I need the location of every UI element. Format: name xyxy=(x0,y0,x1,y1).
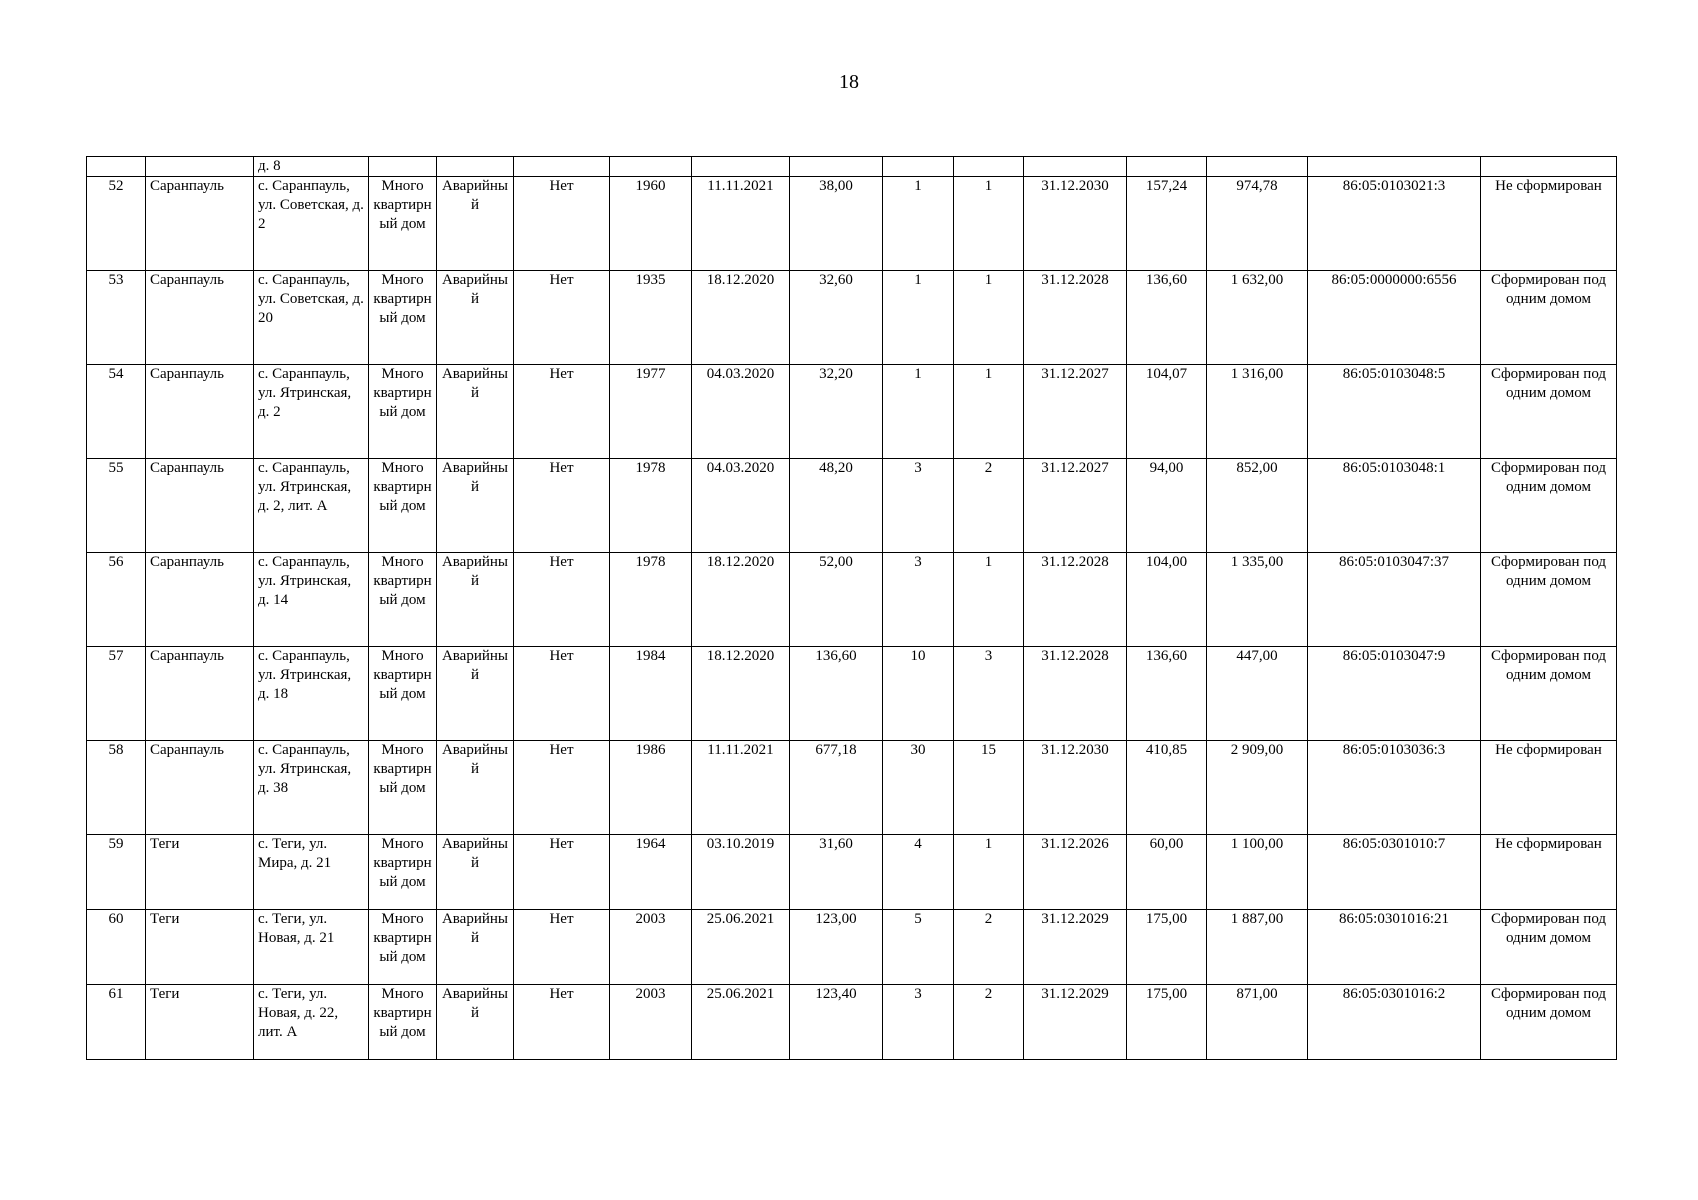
year-cell: 2003 xyxy=(610,985,692,1060)
count-cell: 10 xyxy=(883,647,954,741)
area-cell: 60,00 xyxy=(1127,835,1207,910)
locality-cell: Саранпауль xyxy=(146,647,254,741)
count-cell: 5 xyxy=(883,910,954,985)
deadline-cell: 31.12.2028 xyxy=(1024,271,1127,365)
area-cell: 871,00 xyxy=(1207,985,1308,1060)
count-cell: 3 xyxy=(954,647,1024,741)
flag-cell: Нет xyxy=(514,553,610,647)
table-row xyxy=(87,177,1617,271)
continuation-address-cell: д. 8 xyxy=(254,157,369,177)
house-type-cell: Много квартирный дом xyxy=(369,647,437,741)
flag-cell: Нет xyxy=(514,910,610,985)
year-cell: 1960 xyxy=(610,177,692,271)
house-type-cell: Много квартирный дом xyxy=(369,177,437,271)
flag-cell: Нет xyxy=(514,647,610,741)
num-cell: 59 xyxy=(87,835,146,910)
address-cell: с. Саранпауль, ул. Ятринская, д. 38 xyxy=(254,741,369,835)
table-row xyxy=(87,985,1617,1060)
area-cell: 410,85 xyxy=(1127,741,1207,835)
num-cell: 58 xyxy=(87,741,146,835)
date-cell: 18.12.2020 xyxy=(692,553,790,647)
status-cell: Аварийный xyxy=(437,910,514,985)
num-cell: 52 xyxy=(87,177,146,271)
count-cell: 15 xyxy=(954,741,1024,835)
area-cell: 94,00 xyxy=(1127,459,1207,553)
cadastral-number-cell: 86:05:0103047:9 xyxy=(1308,647,1481,741)
table-row xyxy=(87,835,1617,910)
status-cell: Аварийный xyxy=(437,553,514,647)
locality-cell: Теги xyxy=(146,910,254,985)
land-status-cell: Сформирован под одним домом xyxy=(1481,985,1617,1060)
num-cell: 60 xyxy=(87,910,146,985)
locality-cell: Саранпауль xyxy=(146,741,254,835)
cadastral-number-cell: 86:05:0103047:37 xyxy=(1308,553,1481,647)
house-type-cell: Много квартирный дом xyxy=(369,985,437,1060)
area-cell: 136,60 xyxy=(790,647,883,741)
area-cell: 2 909,00 xyxy=(1207,741,1308,835)
cadastral-number-cell: 86:05:0103048:1 xyxy=(1308,459,1481,553)
count-cell: 3 xyxy=(883,985,954,1060)
locality-cell: Саранпауль xyxy=(146,177,254,271)
year-cell: 1977 xyxy=(610,365,692,459)
year-cell: 1964 xyxy=(610,835,692,910)
count-cell: 1 xyxy=(883,271,954,365)
count-cell: 2 xyxy=(954,459,1024,553)
num-cell: 57 xyxy=(87,647,146,741)
date-cell: 11.11.2021 xyxy=(692,177,790,271)
date-cell: 18.12.2020 xyxy=(692,271,790,365)
address-cell: с. Теги, ул. Новая, д. 22, лит. А xyxy=(254,985,369,1060)
deadline-cell: 31.12.2029 xyxy=(1024,910,1127,985)
deadline-cell: 31.12.2028 xyxy=(1024,553,1127,647)
flag-cell: Нет xyxy=(514,741,610,835)
year-cell: 1984 xyxy=(610,647,692,741)
locality-cell: Теги xyxy=(146,835,254,910)
count-cell: 1 xyxy=(954,177,1024,271)
deadline-cell: 31.12.2028 xyxy=(1024,647,1127,741)
status-cell: Аварийный xyxy=(437,271,514,365)
land-status-cell: Не сформирован xyxy=(1481,177,1617,271)
area-cell: 104,07 xyxy=(1127,365,1207,459)
deadline-cell: 31.12.2027 xyxy=(1024,459,1127,553)
area-cell: 677,18 xyxy=(790,741,883,835)
count-cell: 1 xyxy=(954,835,1024,910)
year-cell: 2003 xyxy=(610,910,692,985)
status-cell: Аварийный xyxy=(437,647,514,741)
locality-cell: Теги xyxy=(146,985,254,1060)
date-cell: 11.11.2021 xyxy=(692,741,790,835)
area-cell: 852,00 xyxy=(1207,459,1308,553)
area-cell: 38,00 xyxy=(790,177,883,271)
num-cell: 61 xyxy=(87,985,146,1060)
count-cell: 2 xyxy=(954,910,1024,985)
count-cell: 2 xyxy=(954,985,1024,1060)
land-status-cell: Сформирован под одним домом xyxy=(1481,647,1617,741)
land-status-cell: Не сформирован xyxy=(1481,835,1617,910)
flag-cell: Нет xyxy=(514,985,610,1060)
land-status-cell: Сформирован под одним домом xyxy=(1481,365,1617,459)
table-row xyxy=(87,459,1617,553)
table-body xyxy=(87,177,1617,1060)
area-cell: 1 335,00 xyxy=(1207,553,1308,647)
table-row xyxy=(87,647,1617,741)
num-cell: 56 xyxy=(87,553,146,647)
table-row xyxy=(87,741,1617,835)
area-cell: 1 887,00 xyxy=(1207,910,1308,985)
land-status-cell: Не сформирован xyxy=(1481,741,1617,835)
count-cell: 3 xyxy=(883,459,954,553)
deadline-cell: 31.12.2029 xyxy=(1024,985,1127,1060)
area-cell: 32,60 xyxy=(790,271,883,365)
count-cell: 1 xyxy=(954,365,1024,459)
date-cell: 04.03.2020 xyxy=(692,459,790,553)
flag-cell: Нет xyxy=(514,365,610,459)
cadastral-number-cell: 86:05:0103048:5 xyxy=(1308,365,1481,459)
status-cell: Аварийный xyxy=(437,459,514,553)
house-type-cell: Много квартирный дом xyxy=(369,741,437,835)
area-cell: 123,40 xyxy=(790,985,883,1060)
cadastral-number-cell: 86:05:0103036:3 xyxy=(1308,741,1481,835)
status-cell: Аварийный xyxy=(437,177,514,271)
address-cell: с. Саранпауль, ул. Ятринская, д. 14 xyxy=(254,553,369,647)
house-type-cell: Много квартирный дом xyxy=(369,459,437,553)
date-cell: 25.06.2021 xyxy=(692,985,790,1060)
address-cell: с. Теги, ул. Мира, д. 21 xyxy=(254,835,369,910)
year-cell: 1978 xyxy=(610,459,692,553)
area-cell: 1 100,00 xyxy=(1207,835,1308,910)
area-cell: 175,00 xyxy=(1127,985,1207,1060)
flag-cell: Нет xyxy=(514,835,610,910)
area-cell: 447,00 xyxy=(1207,647,1308,741)
area-cell: 136,60 xyxy=(1127,647,1207,741)
date-cell: 04.03.2020 xyxy=(692,365,790,459)
address-cell: с. Саранпауль, ул. Советская, д. 2 xyxy=(254,177,369,271)
num-cell: 55 xyxy=(87,459,146,553)
table-row xyxy=(87,365,1617,459)
area-cell: 48,20 xyxy=(790,459,883,553)
locality-cell: Саранпауль xyxy=(146,271,254,365)
flag-cell: Нет xyxy=(514,271,610,365)
num-cell: 53 xyxy=(87,271,146,365)
count-cell: 1 xyxy=(954,271,1024,365)
flag-cell: Нет xyxy=(514,177,610,271)
house-type-cell: Много квартирный дом xyxy=(369,835,437,910)
deadline-cell: 31.12.2030 xyxy=(1024,177,1127,271)
cadastral-number-cell: 86:05:0301010:7 xyxy=(1308,835,1481,910)
house-type-cell: Много квартирный дом xyxy=(369,910,437,985)
status-cell: Аварийный xyxy=(437,365,514,459)
date-cell: 25.06.2021 xyxy=(692,910,790,985)
house-type-cell: Много квартирный дом xyxy=(369,271,437,365)
area-cell: 136,60 xyxy=(1127,271,1207,365)
count-cell: 30 xyxy=(883,741,954,835)
count-cell: 1 xyxy=(883,365,954,459)
year-cell: 1978 xyxy=(610,553,692,647)
flag-cell: Нет xyxy=(514,459,610,553)
count-cell: 4 xyxy=(883,835,954,910)
cadastral-number-cell: 86:05:0103021:3 xyxy=(1308,177,1481,271)
area-cell: 52,00 xyxy=(790,553,883,647)
num-cell: 54 xyxy=(87,365,146,459)
continuation-row xyxy=(87,157,1617,177)
status-cell: Аварийный xyxy=(437,985,514,1060)
area-cell: 31,60 xyxy=(790,835,883,910)
locality-cell: Саранпауль xyxy=(146,365,254,459)
land-status-cell: Сформирован под одним домом xyxy=(1481,271,1617,365)
address-cell: с. Саранпауль, ул. Ятринская, д. 2 xyxy=(254,365,369,459)
land-status-cell: Сформирован под одним домом xyxy=(1481,459,1617,553)
area-cell: 123,00 xyxy=(790,910,883,985)
land-status-cell: Сформирован под одним домом xyxy=(1481,553,1617,647)
address-cell: с. Саранпауль, ул. Ятринская, д. 2, лит. А xyxy=(254,459,369,553)
address-cell: с. Саранпауль, ул. Советская, д. 20 xyxy=(254,271,369,365)
house-type-cell: Много квартирный дом xyxy=(369,553,437,647)
house-type-cell: Много квартирный дом xyxy=(369,365,437,459)
date-cell: 03.10.2019 xyxy=(692,835,790,910)
cadastral-number-cell: 86:05:0000000:6556 xyxy=(1308,271,1481,365)
area-cell: 175,00 xyxy=(1127,910,1207,985)
deadline-cell: 31.12.2027 xyxy=(1024,365,1127,459)
count-cell: 3 xyxy=(883,553,954,647)
area-cell: 1 316,00 xyxy=(1207,365,1308,459)
table-row xyxy=(87,910,1617,985)
cadastral-number-cell: 86:05:0301016:2 xyxy=(1308,985,1481,1060)
table-row xyxy=(87,271,1617,365)
page-number: 18 xyxy=(839,71,859,93)
deadline-cell: 31.12.2030 xyxy=(1024,741,1127,835)
table-row xyxy=(87,553,1617,647)
status-cell: Аварийный xyxy=(437,741,514,835)
status-cell: Аварийный xyxy=(437,835,514,910)
address-cell: с. Теги, ул. Новая, д. 21 xyxy=(254,910,369,985)
area-cell: 1 632,00 xyxy=(1207,271,1308,365)
year-cell: 1935 xyxy=(610,271,692,365)
area-cell: 104,00 xyxy=(1127,553,1207,647)
address-cell: с. Саранпауль, ул. Ятринская, д. 18 xyxy=(254,647,369,741)
cadastral-number-cell: 86:05:0301016:21 xyxy=(1308,910,1481,985)
locality-cell: Саранпауль xyxy=(146,459,254,553)
land-status-cell: Сформирован под одним домом xyxy=(1481,910,1617,985)
housing-registry-table xyxy=(86,156,1617,1060)
locality-cell: Саранпауль xyxy=(146,553,254,647)
deadline-cell: 31.12.2026 xyxy=(1024,835,1127,910)
date-cell: 18.12.2020 xyxy=(692,647,790,741)
area-cell: 974,78 xyxy=(1207,177,1308,271)
area-cell: 32,20 xyxy=(790,365,883,459)
area-cell: 157,24 xyxy=(1127,177,1207,271)
count-cell: 1 xyxy=(883,177,954,271)
count-cell: 1 xyxy=(954,553,1024,647)
year-cell: 1986 xyxy=(610,741,692,835)
